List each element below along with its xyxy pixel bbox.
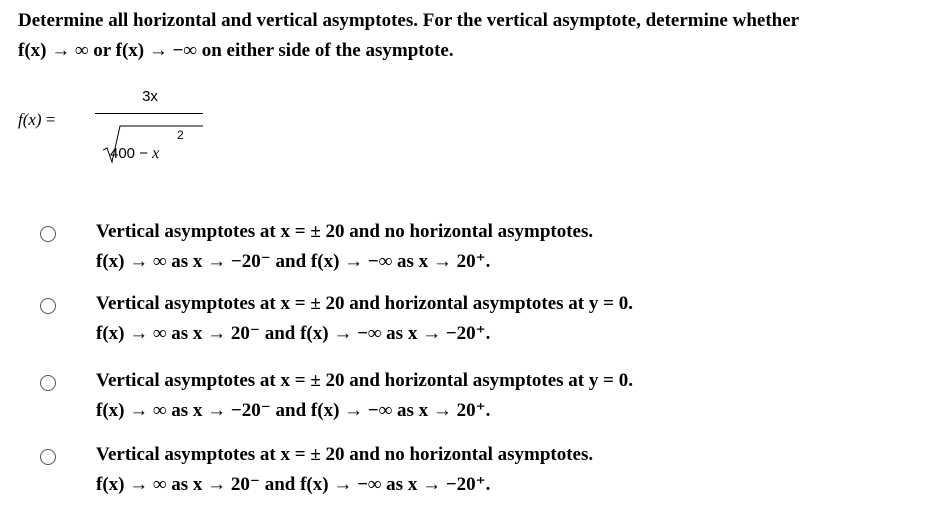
answer-option-4[interactable] [40,440,910,504]
answer-option-1[interactable] [40,217,910,281]
option-line-1: Vertical asymptotes at x = ± 20 and horizontal asymptotes at y = 0. [96,370,633,391]
fraction-bar [95,113,203,114]
option-line-2: f(x) → ∞ as x → −20⁻ and f(x) → −∞ as x → 20⁺. [96,251,491,272]
question-line-2: f(x) → ∞ or f(x) → −∞ on either side of the asymptote. [18,40,454,61]
radicand [110,145,159,163]
question-prompt [18,6,918,66]
answer-option-3[interactable] [40,366,910,430]
option-text [96,217,593,277]
radicand-variable: x [152,145,160,162]
equals-sign: = [45,110,56,129]
option-line-2: f(x) → ∞ as x → 20⁻ and f(x) → −∞ as x → −20⁺. [96,474,491,495]
function-name: f(x) [18,110,42,129]
radicand-constant: 400 − [110,145,148,162]
option-text [96,289,633,349]
option-text [96,366,633,426]
numerator: 3x [142,88,158,105]
option-line-1: Vertical asymptotes at x = ± 20 and horizontal asymptotes at y = 0. [96,293,633,314]
question-line-1: Determine all horizontal and vertical asymptotes. For the vertical asymptote, determine whether [18,10,800,31]
option-line-1: Vertical asymptotes at x = ± 20 and no horizontal asymptotes. [96,221,594,242]
option-line-2: f(x) → ∞ as x → −20⁻ and f(x) → −∞ as x → 20⁺. [96,400,491,421]
option-line-1: Vertical asymptotes at x = ± 20 and no horizontal asymptotes. [96,444,594,465]
radio-button[interactable] [40,226,56,242]
option-line-2: f(x) → ∞ as x → 20⁻ and f(x) → −∞ as x → −20⁺. [96,323,491,344]
function-label [18,110,55,130]
radio-button[interactable] [40,298,56,314]
radio-button[interactable] [40,449,56,465]
radio-button[interactable] [40,375,56,391]
option-text [96,440,593,500]
exponent: 2 [177,128,184,142]
answer-option-2[interactable] [40,289,910,353]
